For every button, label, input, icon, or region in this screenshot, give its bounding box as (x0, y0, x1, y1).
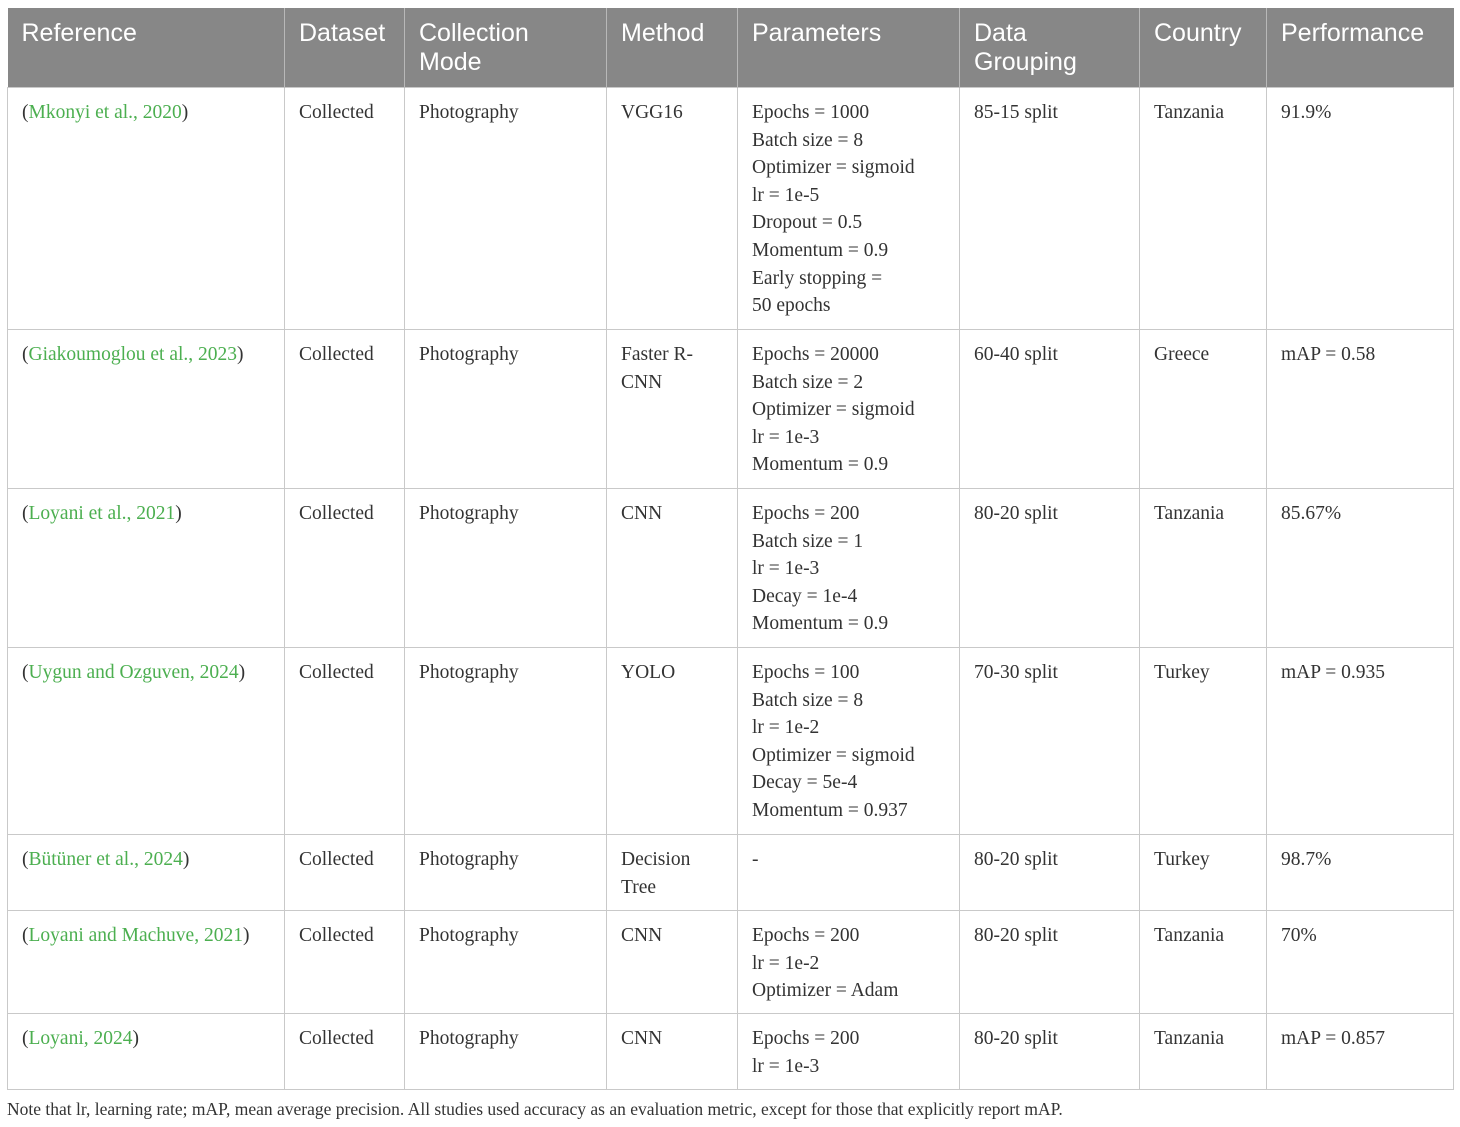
parameter-line: Optimizer = sigmoid (752, 157, 915, 179)
cell-reference (8, 835, 285, 911)
paren-open: ( (22, 503, 29, 524)
cell-reference (8, 88, 285, 330)
cell-dataset: Collected (285, 911, 405, 1014)
cell-parameters (738, 835, 960, 911)
parameter-line: Batch size = 1 (752, 530, 864, 552)
cell-dataset: Collected (285, 835, 405, 911)
reference-link[interactable]: Loyani and Machuve, 2021 (28, 925, 243, 946)
cell-performance: 98.7% (1267, 835, 1454, 911)
cell-performance: mAP = 0.58 (1267, 330, 1454, 489)
studies-table (7, 8, 1454, 1090)
header-dataset: Dataset (285, 8, 405, 88)
cell-collection-mode: Photography (405, 911, 607, 1014)
table-row (8, 489, 1454, 648)
parameter-line: Optimizer = Adam (752, 980, 899, 1002)
reference-link[interactable]: Loyani, 2024 (28, 1028, 133, 1049)
header-reference: Reference (8, 8, 285, 88)
cell-collection-mode: Photography (405, 1014, 607, 1090)
cell-country: Tanzania (1140, 911, 1267, 1014)
table-row (8, 1014, 1454, 1090)
parameter-line: Epochs = 20000 (752, 344, 879, 365)
cell-method: Faster R-CNN (607, 330, 738, 489)
cell-performance: 91.9% (1267, 88, 1454, 330)
parameter-line: lr = 1e-2 (752, 717, 820, 739)
parameter-line: lr = 1e-3 (752, 558, 820, 580)
parameter-line: lr = 1e-3 (752, 426, 820, 448)
cell-data-grouping: 85-15 split (960, 88, 1140, 330)
parameter-line: Momentum = 0.9 (752, 239, 889, 261)
paren-close: ) (181, 102, 189, 123)
paren-close: ) (237, 344, 244, 365)
parameter-line: Epochs = 100 (752, 662, 860, 683)
cell-method: CNN (607, 489, 738, 648)
parameter-line: Early stopping = (752, 267, 883, 289)
parameter-line: Epochs = 200 (752, 1028, 860, 1049)
parameter-line: lr = 1e-2 (752, 952, 820, 974)
cell-reference (8, 1014, 285, 1090)
cell-method: YOLO (607, 648, 738, 835)
cell-parameters (738, 1014, 960, 1090)
cell-country: Turkey (1140, 835, 1267, 911)
reference-link[interactable]: Mkonyi et al., 2020 (28, 102, 182, 123)
cell-dataset: Collected (285, 330, 405, 489)
parameter-line: Batch size = 8 (752, 129, 864, 151)
cell-data-grouping: 80-20 split (960, 911, 1140, 1014)
paren-open: ( (22, 925, 29, 946)
cell-reference (8, 648, 285, 835)
paren-close: ) (238, 662, 246, 683)
cell-method: VGG16 (607, 88, 738, 330)
header-row (8, 8, 1454, 88)
cell-country: Tanzania (1140, 489, 1267, 648)
parameter-line: Decay = 1e-4 (752, 585, 858, 607)
cell-performance: mAP = 0.935 (1267, 648, 1454, 835)
cell-data-grouping: 60-40 split (960, 330, 1140, 489)
cell-parameters (738, 330, 960, 489)
parameter-line: Momentum = 0.9 (752, 613, 889, 635)
cell-performance: 85.67% (1267, 489, 1454, 648)
paren-close: ) (132, 1028, 139, 1049)
paren-open: ( (22, 344, 29, 365)
cell-collection-mode: Photography (405, 330, 607, 489)
cell-parameters (738, 648, 960, 835)
cell-reference (8, 911, 285, 1014)
cell-method: CNN (607, 911, 738, 1014)
cell-data-grouping: 80-20 split (960, 489, 1140, 648)
reference-link[interactable]: Loyani et al., 2021 (28, 503, 176, 524)
table-body (8, 88, 1454, 1090)
cell-reference (8, 330, 285, 489)
parameter-line: Batch size = 8 (752, 689, 864, 711)
cell-dataset: Collected (285, 648, 405, 835)
parameter-line: lr = 1e-5 (752, 184, 820, 206)
paren-close: ) (182, 849, 190, 870)
header-parameters: Parameters (738, 8, 960, 88)
parameter-line: Optimizer = sigmoid (752, 744, 915, 766)
paren-open: ( (22, 102, 29, 123)
cell-method: CNN (607, 1014, 738, 1090)
cell-parameters (738, 489, 960, 648)
parameter-line: Epochs = 200 (752, 925, 860, 946)
reference-link[interactable]: Giakoumoglou et al., 2023 (28, 344, 238, 365)
table-row (8, 835, 1454, 911)
cell-country: Tanzania (1140, 88, 1267, 330)
cell-country: Greece (1140, 330, 1267, 489)
table-row (8, 330, 1454, 489)
parameter-line: 50 epochs (752, 295, 831, 317)
cell-collection-mode: Photography (405, 489, 607, 648)
table-row (8, 648, 1454, 835)
paren-close: ) (175, 503, 182, 524)
cell-collection-mode: Photography (405, 835, 607, 911)
cell-data-grouping: 80-20 split (960, 835, 1140, 911)
table-container (7, 8, 1453, 1120)
paren-open: ( (22, 849, 29, 870)
parameter-line: Epochs = 200 (752, 503, 860, 524)
reference-link[interactable]: Uygun and Ozguven, 2024 (28, 662, 239, 683)
cell-dataset: Collected (285, 489, 405, 648)
paren-close: ) (242, 925, 250, 946)
header-method: Method (607, 8, 738, 88)
cell-dataset: Collected (285, 1014, 405, 1090)
cell-collection-mode: Photography (405, 648, 607, 835)
paren-open: ( (22, 1028, 29, 1049)
cell-reference (8, 489, 285, 648)
cell-performance: 70% (1267, 911, 1454, 1014)
header-collection-mode: Collection Mode (405, 8, 607, 88)
parameter-line: Momentum = 0.9 (752, 454, 889, 476)
parameter-line: - (752, 849, 759, 870)
header-data-grouping: Data Grouping (960, 8, 1140, 88)
parameter-line: Momentum = 0.937 (752, 799, 908, 821)
cell-method: Decision Tree (607, 835, 738, 911)
table-row (8, 88, 1454, 330)
cell-dataset: Collected (285, 88, 405, 330)
parameter-line: lr = 1e-3 (752, 1055, 820, 1077)
reference-link[interactable]: Bütüner et al., 2024 (28, 849, 183, 870)
header-country: Country (1140, 8, 1267, 88)
table-note: Note that lr, learning rate; mAP, mean average precision. All studies used accuracy as an evaluation metric, except for those that explicitly report mAP. (7, 1099, 1063, 1119)
cell-data-grouping: 70-30 split (960, 648, 1140, 835)
cell-collection-mode: Photography (405, 88, 607, 330)
parameter-line: Optimizer = sigmoid (752, 399, 915, 421)
cell-country: Tanzania (1140, 1014, 1267, 1090)
table-header (8, 8, 1454, 88)
cell-parameters (738, 88, 960, 330)
cell-data-grouping: 80-20 split (960, 1014, 1140, 1090)
parameter-line: Epochs = 1000 (752, 102, 870, 123)
header-performance: Performance (1267, 8, 1454, 88)
parameter-line: Dropout = 0.5 (752, 212, 863, 234)
table-row (8, 911, 1454, 1014)
parameter-line: Decay = 5e-4 (752, 772, 858, 794)
cell-country: Turkey (1140, 648, 1267, 835)
cell-parameters (738, 911, 960, 1014)
paren-open: ( (22, 662, 29, 683)
parameter-line: Batch size = 2 (752, 371, 864, 393)
cell-performance: mAP = 0.857 (1267, 1014, 1454, 1090)
